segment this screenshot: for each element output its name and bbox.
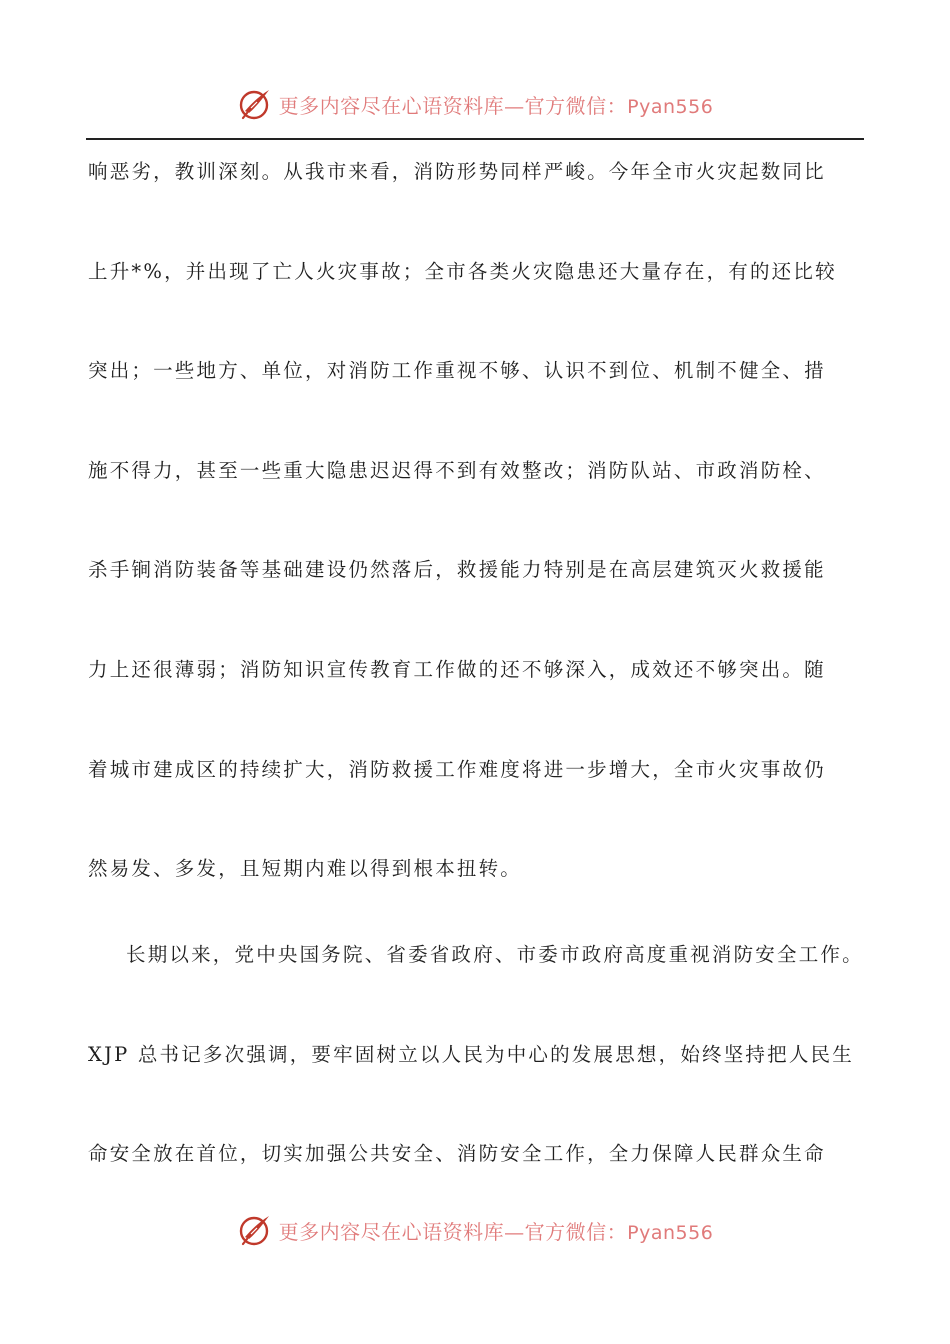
quill-logo-icon (237, 86, 273, 122)
body-line: 然易发、多发，且短期内难以得到根本扭转。 (88, 857, 523, 881)
footer-banner-text: 更多内容尽在心语资料库—官方微信：Pyan556 (278, 1219, 714, 1244)
body-line: 命安全放在首位，切实加强公共安全、消防安全工作，全力保障人民群众生命 (88, 1142, 826, 1166)
quill-logo-icon (237, 1212, 273, 1248)
footer-banner (0, 1208, 950, 1252)
footer-wechat-id: Pyan556 (627, 1221, 714, 1244)
body-line: 上升*%，并出现了亡人火灾事故；全市各类火灾隐患还大量存在，有的还比较 (88, 259, 837, 283)
header-wechat-id: Pyan556 (627, 95, 714, 118)
body-line: 杀手锏消防装备等基础建设仍然落后，救援能力特别是在高层建筑灭火救援能 (88, 558, 826, 582)
body-line: 施不得力，甚至一些重大隐患迟迟得不到有效整改；消防队站、市政消防栓、 (88, 458, 826, 482)
header-divider (86, 138, 864, 140)
header-banner (0, 82, 950, 126)
header-banner-text: 更多内容尽在心语资料库—官方微信：Pyan556 (278, 93, 714, 118)
body-line: 突出；一些地方、单位，对消防工作重视不够、认识不到位、机制不健全、措 (88, 359, 826, 383)
body-line-paragraph-start: 长期以来，党中央国务院、省委省政府、市委市政府高度重视消防安全工作。 (126, 943, 864, 967)
body-line: XJP 总书记多次强调，要牢固树立以人民为中心的发展思想，始终坚持把人民生 (88, 1042, 854, 1066)
body-line: 响恶劣，教训深刻。从我市来看，消防形势同样严峻。今年全市火灾起数同比 (88, 160, 826, 183)
document-body (88, 150, 864, 1232)
body-line: 力上还很薄弱；消防知识宣传教育工作做的还不够深入，成效还不够突出。随 (88, 657, 826, 681)
body-line: 着城市建成区的持续扩大，消防救援工作难度将进一步增大，全市火灾事故仍 (88, 757, 826, 781)
